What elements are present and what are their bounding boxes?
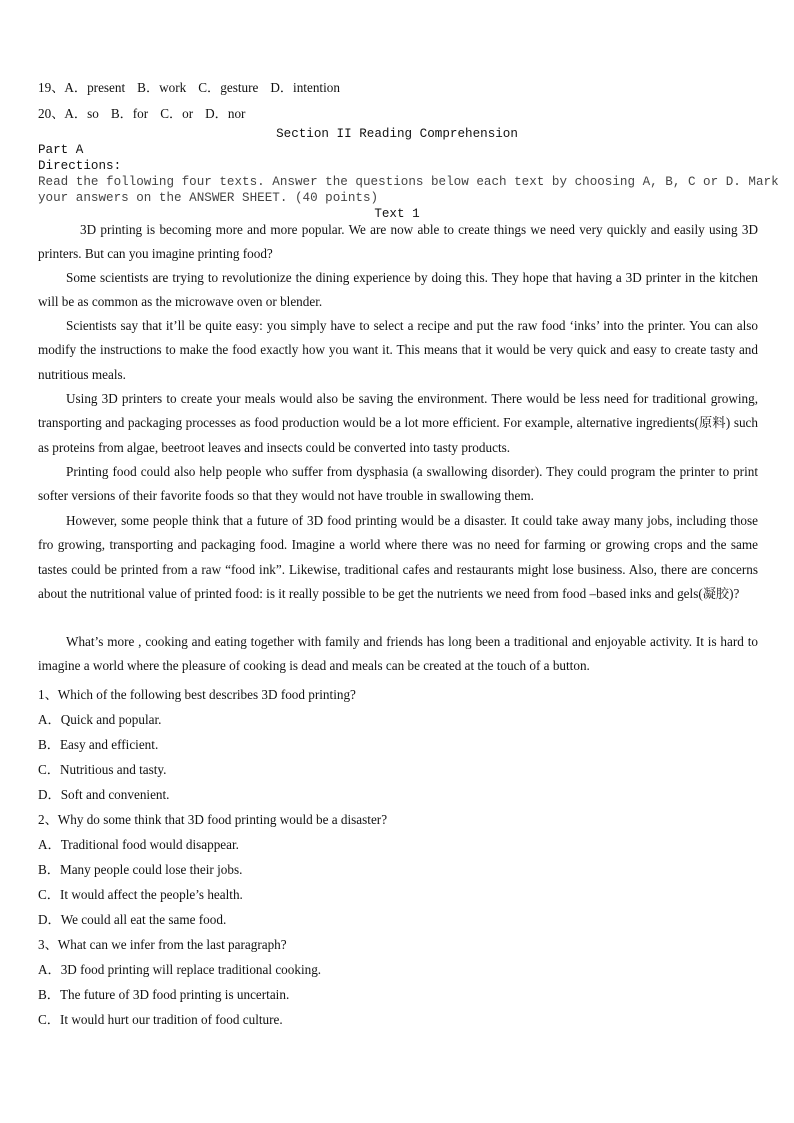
- paragraph-6: However, some people think that a future of 3D food printing would be a disaster. It could take away many jobs, including those fro growing, transporting and packaging food. Imagine a world where there was no need for farming or growing crops and the same tastes could be printed from a raw “food ink”. Likewise, traditional cafes and restaurants might lose business. Also, there are concerns about the nutritional value of printed food: is it really possible to be get the nutrients we need from food –based inks and gels(凝胶)?: [38, 513, 758, 601]
- question-2-option-d: D．We could all eat the same food.: [38, 912, 227, 927]
- option-a: A．so: [64, 106, 99, 121]
- paragraph-2: Some scientists are trying to revolutionize the dining experience by doing this. They hope that having a 3D printer in the kitchen will be as common as the microwave oven or blender.: [38, 270, 758, 310]
- question-1-option-d: D．Soft and convenient.: [38, 787, 170, 802]
- question-3-option-b: B．The future of 3D food printing is uncertain.: [38, 987, 290, 1002]
- question-3-option-a: A．3D food printing will replace traditional cooking.: [38, 962, 322, 977]
- text-title: Text 1: [374, 207, 420, 221]
- question-1-option-c: C．Nutritious and tasty.: [38, 762, 167, 777]
- question-19: 19、A．present B．work C．gesture D．intention: [38, 80, 340, 95]
- paragraph-5: Printing food could also help people who suffer from dysphasia (a swallowing disorder). They could program the printer to print softer versions of their favorite foods so that they would not have trouble in swallowing them.: [38, 464, 758, 504]
- question-1-stem: 1、Which of the following best describes 3D food printing?: [38, 687, 356, 702]
- question-number: 20: [38, 106, 52, 121]
- question-1-option-b: B．Easy and efficient.: [38, 737, 159, 752]
- paragraph-3: Scientists say that it’ll be quite easy: you simply have to select a recipe and put the raw food ‘inks’ into the printer. You can also modify the instructions to make the food exactly how you want it. This means that it would be very quick and easy to create tasty and nutritious meals.: [38, 318, 758, 382]
- paragraph-4: Using 3D printers to create your meals would also be saving the environment. There would be less need for traditional growing, transporting and packaging processes as food production would be a lot more efficient. For example, alternative ingredients(原料) such as proteins from algae, beetroot leaves and insects could be converted into tasty products.: [38, 391, 758, 455]
- question-20: 20、A．so B．for C．or D．nor: [38, 106, 246, 121]
- question-2-stem: 2、Why do some think that 3D food printing would be a disaster?: [38, 812, 388, 827]
- option-d: D．intention: [270, 80, 340, 95]
- question-1-option-a: A．Quick and popular.: [38, 712, 162, 727]
- question-2-option-a: A．Traditional food would disappear.: [38, 837, 239, 852]
- option-d: D．nor: [205, 106, 246, 121]
- question-3-stem: 3、What can we infer from the last paragraph?: [38, 937, 287, 952]
- paragraph-7: What’s more , cooking and eating together with family and friends has long been a traditional and enjoyable activity. It is hard to imagine a world where the pleasure of cooking is dead and meals can be created at the touch of a button.: [38, 634, 758, 674]
- part-label: Part A: [38, 143, 84, 157]
- option-c: C．gesture: [198, 80, 259, 95]
- option-a: A．present: [64, 80, 126, 95]
- question-2-option-c: C．It would affect the people’s health.: [38, 887, 243, 902]
- question-2-option-b: B．Many people could lose their jobs.: [38, 862, 243, 877]
- paragraph-1: 3D printing is becoming more and more popular. We are now able to create things we need very quickly and easily using 3D printers. But can you imagine printing food?: [38, 222, 758, 262]
- question-3-option-c: C．It would hurt our tradition of food culture.: [38, 1012, 283, 1027]
- directions-text-line-1: Read the following four texts. Answer the questions below each text by choosing A, B, C or D. Mark: [38, 175, 779, 189]
- option-b: B．work: [137, 80, 187, 95]
- section-title: Section II Reading Comprehension: [276, 127, 518, 141]
- option-b: B．for: [110, 106, 149, 121]
- option-c: C．or: [160, 106, 194, 121]
- directions-label: Directions:: [38, 159, 122, 173]
- question-number: 19: [38, 80, 52, 95]
- directions-text-line-2: your answers on the ANSWER SHEET. (40 points): [38, 191, 379, 205]
